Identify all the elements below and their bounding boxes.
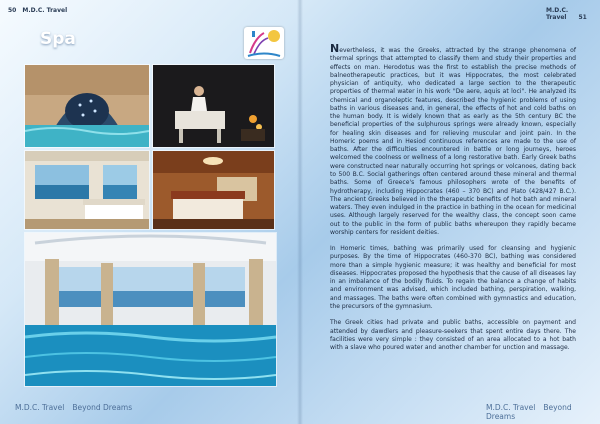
right-header-brand: M.D.C. Travel [546, 7, 569, 21]
page-title: Spa [40, 29, 76, 49]
logo-mark-icon [244, 27, 284, 59]
left-footer [15, 403, 132, 412]
article-body [330, 42, 576, 360]
left-header-brand: M.D.C. Travel [22, 7, 68, 14]
left-footer-brand: M.D.C. Travel [15, 403, 65, 412]
right-footer [486, 403, 600, 421]
left-footer-slogan: Beyond Dreams [72, 403, 133, 412]
article-paragraph-3: The Greek cities had private and public baths, accessible on payment and attended by dawdlers and pleasure-seekers that spent entire days there. The facilities were very simple : they consisted of an area allocated to a hot bath with a slave who poured water and another chamber for unction and massage. [330, 319, 576, 352]
right-footer-brand: M.D.C. Travel [486, 403, 536, 412]
right-page-header [546, 7, 600, 21]
right-page-number: 51 [578, 14, 587, 21]
right-footer-slogan: Beyond Dreams [486, 403, 572, 421]
photo-massage-room [152, 64, 275, 148]
photo-bedroom [152, 150, 275, 230]
photo-cave-pool [24, 64, 150, 148]
article-paragraph-2: In Homeric times, bathing was primarily used for cleansing and hygienic purposes. By the time of Hippocrates (460-370 BC), bathing was considered more than a simple hygienic measure; it was healthy and beneficial for most diseases. Hippocrates proposed the hypothesis that the cause of all diseases lay in an imbalance of the bodily fluids. To regain the balance a change of habits and environment was advised, which included bathing, perspiration, walking, and massages. The baths were often combined with gymnastics and education, the precursors of the gymnasium. [330, 245, 576, 310]
mdc-travel-logo [244, 27, 284, 59]
drop-cap: N [330, 42, 340, 55]
left-page-header [8, 7, 67, 14]
article-paragraph-1 [330, 42, 576, 237]
article-paragraph-1-text: evertheless, it was the Greeks, attracted by the strange phenomena of thermal springs that attempted to classify them and study their properties and effects on man. Herodotus was the first to establish the precise methods of balneotherapeutic practices, but it was Hippocrates, the most celebrated physician of antiquity, who dedicated a large section to the therapeutic properties of thermal water in his work "De aere, aquis at loci". He analyzed its chemical and organoleptic features, described the hygienic problems of using baths in various diseases and, in general, the effects of hot and cold baths on the human body. It is widely known that as early as the 5th century BC the beneficial properties of the sulphurous springs were already known, especially for healing skin diseases and for relieving muscular and joint pain. In the Homeric poems and in Hesiod continuous references are made to the use of baths. After the difficulties encountered in battle or long journeys, heroes welcomed the coolness or wellness of a long restorative bath. Early Greek baths were constructed near naturally occurring hot springs or volcanoes, dating back to 500 B.C. Social gatherings often centered around these mineral and thermal baths. Some of Greece's famous philosophers wrote of the benefits of hydrotherapy, including Hippocrates (460 – 370 BC) and Plato (428/427 B.C.). The ancient Greeks believed in the therapeutic benefits of hot bath and mineral waters. They even indulged in the practice in bathing in the ocean for medicinal uses. Although largely reserved for the wealthy class, the concept soon came out to the public in the form of public baths whereupon they rapidly became worship centers for resident deities. [330, 47, 576, 236]
photo-sea-view-suite [24, 150, 150, 230]
left-page-number: 50 [8, 7, 17, 14]
photo-indoor-pool [24, 232, 277, 387]
